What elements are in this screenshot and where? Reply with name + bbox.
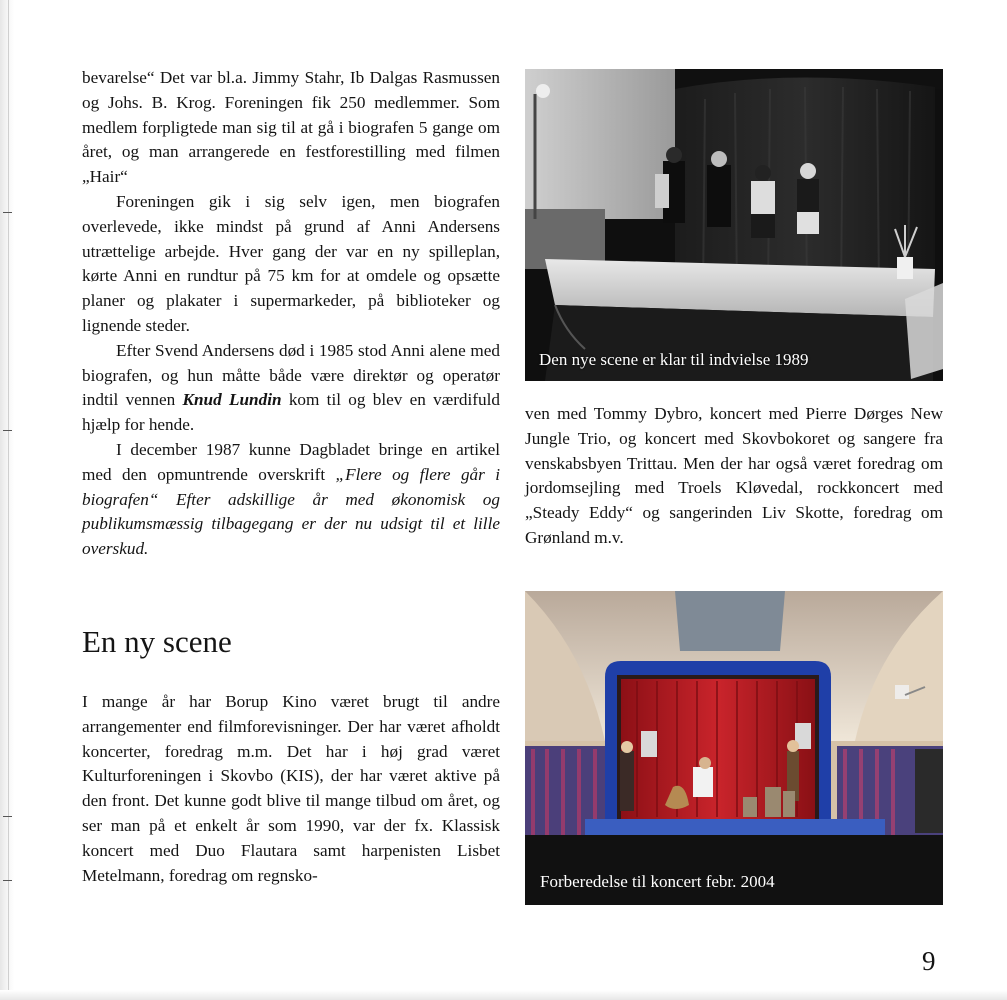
text-span: I december 1987 kunne Dagbladet bringe en artikel med den opmuntrende overskrift	[82, 439, 500, 484]
bw-stage-image	[525, 69, 943, 381]
quoted-headline: „Flere og flere går i biografen“ Efter adskillige år med økonomisk og publikumsmæssig tilbagegang er der nu udsigt til et lille overskud.	[82, 464, 501, 559]
paragraph	[82, 339, 500, 438]
concert-photo-2004	[525, 591, 943, 905]
paragraph: Foreningen gik i sig selv igen, men biografen overlevede, ikke mindst på grund af Anni Andersens utrættelige arbejde. Hver gang der var en ny spilleplan, kørte Anni en rundtur på 75 km for at omdele og opsætte planer og plakater i supermarkeder, på biblioteker og lignende steder.	[82, 191, 500, 335]
text-span: Efter Svend Andersens død i 1985 stod Anni alene med biografen, og hun måtte både være direktør og operatør indtil vennen	[82, 340, 500, 410]
paragraph: ven med Tommy Dybro, koncert med Pierre Dørges New Jungle Trio, og koncert med Skovbokoret og sangere fra venskabsbyen Trittau. Men der har også været foredrag om jordomsejling med Troels Kløvedal, rockkoncert med „Steady Eddy“ og sangerinden Liv Skotte, foredrag om Grønland m.v.	[525, 404, 943, 547]
photo-caption: Forberedelse til koncert febr. 2004	[540, 872, 775, 891]
left-column-text	[82, 66, 500, 562]
spine-line	[8, 0, 9, 1000]
section-heading: En ny scene	[82, 624, 232, 659]
paragraph	[82, 438, 500, 562]
photo-caption: Den nye scene er klar til indvielse 1989	[539, 350, 809, 369]
spine-tick	[3, 880, 12, 881]
page-bottom-edge	[0, 990, 1007, 1000]
paragraph: I mange år har Borup Kino været brugt til andre arrangementer end filmforevisninger. Der har været afholdt koncerter, foredrag m.m. Det har i høj grad været Kulturforeningen i Skovbo (KIS), der har været aktive på den front. Det kunne godt blive til mange tilbud om året, og ser man på et enkelt år som 1990, var der fx. Klassisk koncert med Duo Flautara samt harpenisten Lisbet Metelmann, foredrag om regnsko-	[82, 692, 500, 885]
color-stage-image	[525, 591, 943, 905]
page-spine	[0, 0, 14, 1000]
text-span: kom til og blev en værdifuld hjælp for hende.	[82, 390, 500, 435]
section-body-text	[82, 690, 500, 888]
paragraph: bevarelse“ Det var bl.a. Jimmy Stahr, Ib Dalgas Rasmussen og Johs. B. Krog. Foreningen fik 250 medlemmer. Som medlem forpligtede man sig til at gå i biografen 5 gange om året, og man arrangerede en festforestilling med filmen „Hair“	[82, 68, 500, 187]
person-name-emphasis: Knud Lundin	[182, 390, 282, 410]
right-column-text	[525, 402, 943, 551]
stage-photo-1989	[525, 69, 943, 381]
spine-tick	[3, 212, 12, 213]
spine-tick	[3, 430, 12, 431]
page-number: 9	[922, 946, 936, 976]
spine-tick	[3, 816, 12, 817]
